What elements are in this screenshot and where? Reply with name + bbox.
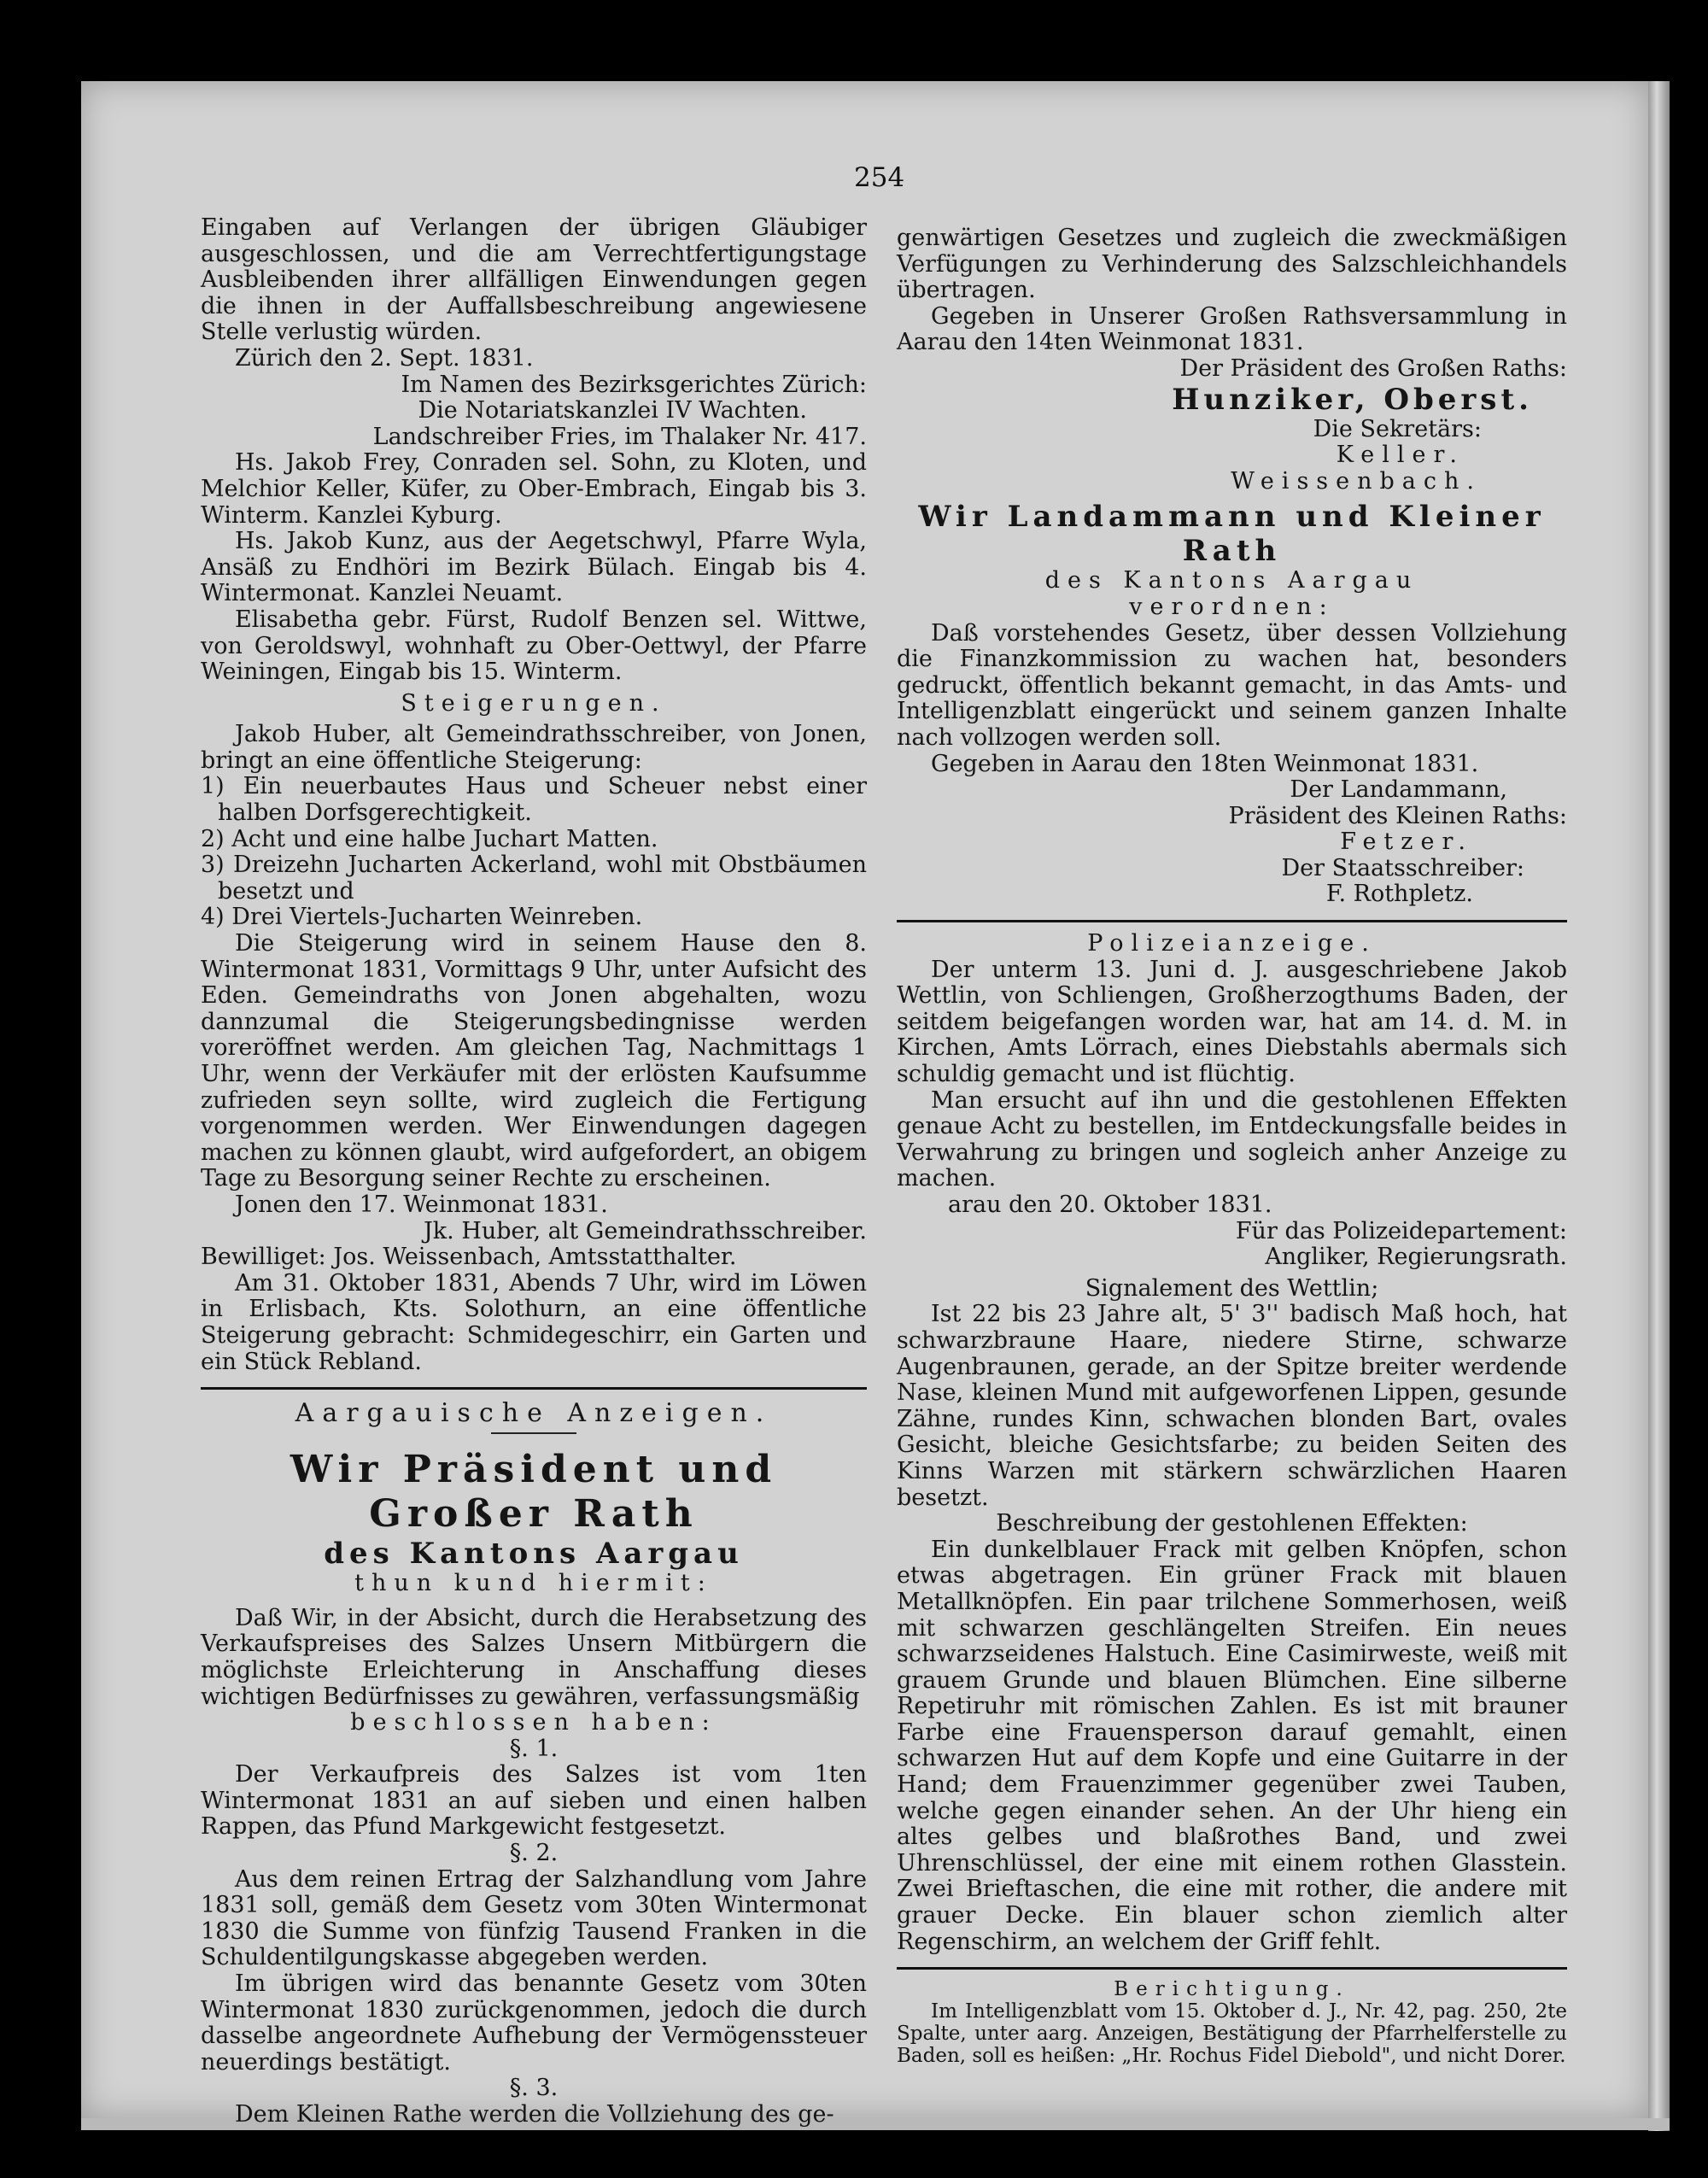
section-mark: §. 2.: [509, 1840, 559, 1867]
paragraph: Ein dunkelblauer Frack mit gelben Knöpfen, schon etwas abgetragen. Ein grüner Frack mit blauen Metallknöpfen. Ein paar trilchene Sommerhosen, weiß mit schwarzen geschlängelten Streifen. Ein neues schwarzseidenes Halstuch. Eine Casimirweste, weiß mit grauem Grunde und blauen Blümchen. Eine silberne Repetiruhr mit römischen Zahlen. Es ist mit brauner Farbe eine Frauensperson darauf gemahlt, einen schwarzen Hut auf dem Kopfe und eine Guitarre in der Hand; dem Frauenzimmer gegenüber zwei Tauben, welche gegen einander sehen. An der Uhr hieng ein altes gelbes und blaßrothes Band, und zwei Uhrenschlüssel, der eine mit einem rothen Glasstein. Zwei Brieftaschen, die eine mit rother, die andere mit grauer Decke. Ein blauer schon ziemlich alter Regenschirm, an welchem der Griff fehlt.: [897, 1536, 1567, 1955]
divider: [491, 1432, 576, 1434]
entry: Hs. Jakob Frey, Conraden sel. Sohn, zu Kloten, und Melchior Keller, Küfer, zu Ober-Embrach, Eingab bis 3. Winterm. Kanzlei Kyburg.: [201, 449, 867, 529]
signature-name: F. Rothpletz.: [1325, 881, 1473, 908]
signature-line: Präsident des Kleinen Raths:: [1228, 802, 1567, 829]
divider: [897, 1967, 1567, 1970]
paragraph: Ist 22 bis 23 Jahre alt, 5' 3'' badisch Maß hoch, hat schwarzbraune Haare, niedere Stirne, schwarze Augenbraunen, gerade, an der Spitze breiter werdende Nase, kleinen Mund mit aufgeworfenen Lippen, gesunde Zähne, rundes Kinn, schwachen blonden Bart, ovales Gesicht, bleiche Gesichtsfarbe; zu beiden Seiten des Kinns Warzen mit stärkern schwärzlichen Haaren besetzt.: [897, 1301, 1567, 1511]
signature-line: Angliker, Regierungsrath.: [1265, 1244, 1567, 1271]
section-heading: Berichtigung.: [1114, 1978, 1350, 2001]
signature-line: Der Staatsschreiber:: [1281, 854, 1524, 881]
signature-line: Im Namen des Bezirksgerichtes Zürich:: [401, 371, 867, 398]
signature-name: Hunziker, Oberst.: [1172, 382, 1533, 417]
divider: [201, 1387, 867, 1390]
entry: Elisabetha gebr. Fürst, Rudolf Benzen sel. Wittwe, von Geroldswyl, wohnhaft zu Ober-Oettwyl, der Pfarre Weiningen, Eingab bis 15. Winterm.: [201, 606, 867, 686]
list-item: 2) Acht und eine halbe Juchart Matten.: [201, 825, 658, 852]
paragraph: Bewilliget: Jos. Weissenbach, Amtsstatthalter.: [201, 1244, 737, 1271]
decree-subtitle: beschlossen haben:: [350, 1709, 717, 1736]
section-heading: Polizeianzeige.: [1087, 930, 1377, 957]
section-heading: Aargauische Anzeigen.: [295, 1398, 773, 1429]
decree-subtitle: des Kantons Aargau: [324, 1537, 744, 1572]
left-column: [201, 215, 867, 2128]
paragraph: Aus dem reinen Ertrag der Salzhandlung vom Jahre 1831 soll, gemäß dem Gesetz vom 30ten Wintermonat 1830 die Summe von fünfzig Tausend Franken in die Schuldentilgungskasse abgegeben werden.: [201, 1865, 867, 1971]
decree-title: Wir Landammann und Kleiner Rath: [918, 500, 1546, 569]
paragraph: Gegeben in Aarau den 18ten Weinmonat 1831.: [931, 750, 1479, 777]
signature-line: Die Sekretärs:: [1313, 415, 1482, 442]
section-mark: §. 3.: [509, 2075, 559, 2102]
paragraph: Jakob Huber, alt Gemeindrathsschreiber, von Jonen, bringt an eine öffentliche Steigerung:: [201, 721, 867, 774]
signature-line: Der Präsident des Großen Raths:: [1179, 354, 1567, 382]
paragraph: genwärtigen Gesetzes und zugleich die zweckmäßigen Verfügungen zu Verhinderung des Salzschleichhandels übertragen.: [897, 225, 1567, 304]
date-line: Zürich den 2. Sept. 1831.: [235, 344, 534, 372]
decree-subtitle: verordnen:: [1129, 593, 1335, 620]
list-item: 1) Ein neuerbautes Haus und Scheuer nebst einer halben Dorfsgerechtigkeit.: [201, 773, 867, 827]
divider: [897, 920, 1567, 922]
paragraph: Der unterm 13. Juni d. J. ausgeschriebene Jakob Wettlin, von Schliengen, Großherzogthums Baden, der seitdem beigefangen worden war, hat am 14. d. M. in Kirchen, Amts Lörrach, eines Diebstahls abermals sich schuldig gemacht und ist flüchtig.: [897, 956, 1567, 1088]
signature-line: Jk. Huber, alt Gemeindrathsschreiber.: [423, 1217, 867, 1244]
list-item: 4) Drei Viertels-Jucharten Weinreben.: [201, 904, 643, 931]
paragraph: Der Verkaufpreis des Salzes ist vom 1ten Wintermonat 1831 an auf sieben und einen halben Rappen, das Pfund Markgewicht festgesetzt.: [201, 1761, 867, 1841]
decree-subtitle: thun kund hiermit:: [354, 1570, 713, 1597]
entry: Hs. Jakob Kunz, aus der Aegetschwyl, Pfarre Wyla, Ansäß zu Endhöri im Bezirk Bülach. Eingab bis 4. Wintermonat. Kanzlei Neuamt.: [201, 528, 867, 607]
signature-name: Keller.: [1336, 442, 1465, 469]
signature-name: Fetzer.: [1340, 828, 1473, 856]
paragraph: Die Steigerung wird in seinem Hause den 8. Wintermonat 1831, Vormittags 9 Uhr, unter Aufsicht des Eden. Gemeindraths von Jonen abgehalten, wozu dannzumal die Steigerungsbedingnisse werden voreröffnet werden. Am gleichen Tag, Nachmittags 1 Uhr, wenn der Verkäufer mit der erlösten Kaufsumme zufrieden seyn sollte, wird zugleich die Fertigung vorgenommen werden. Wer Einwendungen dagegen machen zu können glaubt, wird aufgefordert, an obigem Tage zu Besorgung seiner Rechte zu erscheinen.: [201, 930, 867, 1192]
section-heading: Beschreibung der gestohlenen Effekten:: [996, 1510, 1468, 1537]
paragraph: Daß vorstehendes Gesetz, über dessen Vollziehung die Finanzkommission zu wachen hat, besonders gedruckt, öffentlich bekannt gemacht, in das Amts- und Intelligenzblatt eingerückt und seinem ganzen Inhalte nach vollzogen werden soll.: [897, 619, 1567, 751]
page-edge: [1648, 81, 1670, 2131]
signature-line: Für das Polizeidepartement:: [1235, 1217, 1567, 1244]
date-line: Jonen den 17. Weinmonat 1831.: [235, 1191, 608, 1218]
signature-line: Landschreiber Fries, im Thalaker Nr. 417.: [372, 423, 867, 450]
paragraph: Man ersucht auf ihn und die gestohlenen Effekten genaue Acht zu bestellen, im Entdeckungsfalle beides in Verwahrung zu bringen und sogleich anher Anzeige zu machen.: [897, 1086, 1567, 1192]
decree-title: Wir Präsident und Großer Rath: [290, 1448, 778, 1537]
paragraph: Am 31. Oktober 1831, Abends 7 Uhr, wird im Löwen in Erlisbach, Kts. Solothurn, an eine öffentliche Steigerung gebracht: Schmidegeschirr, ein Garten und ein Stück Rebland.: [201, 1269, 867, 1375]
signature-name: Weissenbach.: [1231, 467, 1482, 495]
paragraph: Gegeben in Unserer Großen Rathsversammlung in Aarau den 14ten Weinmonat 1831.: [897, 302, 1567, 356]
list-item: 3) Dreizehn Jucharten Ackerland, wohl mit Obstbäumen besetzt und: [201, 852, 867, 905]
decree-subtitle: des Kantons Aargau: [1044, 567, 1419, 594]
date-line: arau den 20. Oktober 1831.: [948, 1191, 1272, 1218]
signature-line: Der Landammann,: [1290, 776, 1507, 804]
section-heading: Signalement des Wettlin;: [1085, 1274, 1379, 1302]
page-number: 254: [854, 162, 905, 193]
section-heading: Steigerungen.: [401, 689, 667, 717]
paragraph: Dem Kleinen Rathe werden die Vollziehung des ge-: [235, 2101, 834, 2128]
paragraph: Im Intelligenzblatt vom 15. Oktober d. J., Nr. 42, pag. 250, 2te Spalte, unter aarg. Anzeigen, Bestätigung der Pfarrhelferstelle zu Baden, soll es heißen: „Hr. Rochus Fidel Diebold", und nicht Dorer.: [897, 2000, 1567, 2068]
paragraph: Eingaben auf Verlangen der übrigen Gläubiger ausgeschlossen, und die am Verrechtfertigungstage Ausbleibenden ihrer allfälligen Einwendungen gegen die ihnen in der Auffallsbeschreibung angewiesene Stelle verlustig würden.: [201, 214, 867, 346]
section-mark: §. 1.: [509, 1735, 559, 1762]
paragraph: Daß Wir, in der Absicht, durch die Herabsetzung des Verkaufspreises des Salzes Unsern Mitbürgern die möglichste Erleichterung in Anschaffung dieses wichtigen Bedürfnisses zu gewähren, verfassungsmäßig: [201, 1604, 867, 1710]
right-column: [897, 225, 1567, 2067]
paragraph: Im übrigen wird das benannte Gesetz vom 30ten Wintermonat 1830 zurückgenommen, jedoch die durch dasselbe angeordnete Aufhebung der Vermögenssteuer neuerdings bestätigt.: [201, 1970, 867, 2076]
signature-line: Die Notariatskanzlei IV Wachten.: [418, 397, 807, 424]
